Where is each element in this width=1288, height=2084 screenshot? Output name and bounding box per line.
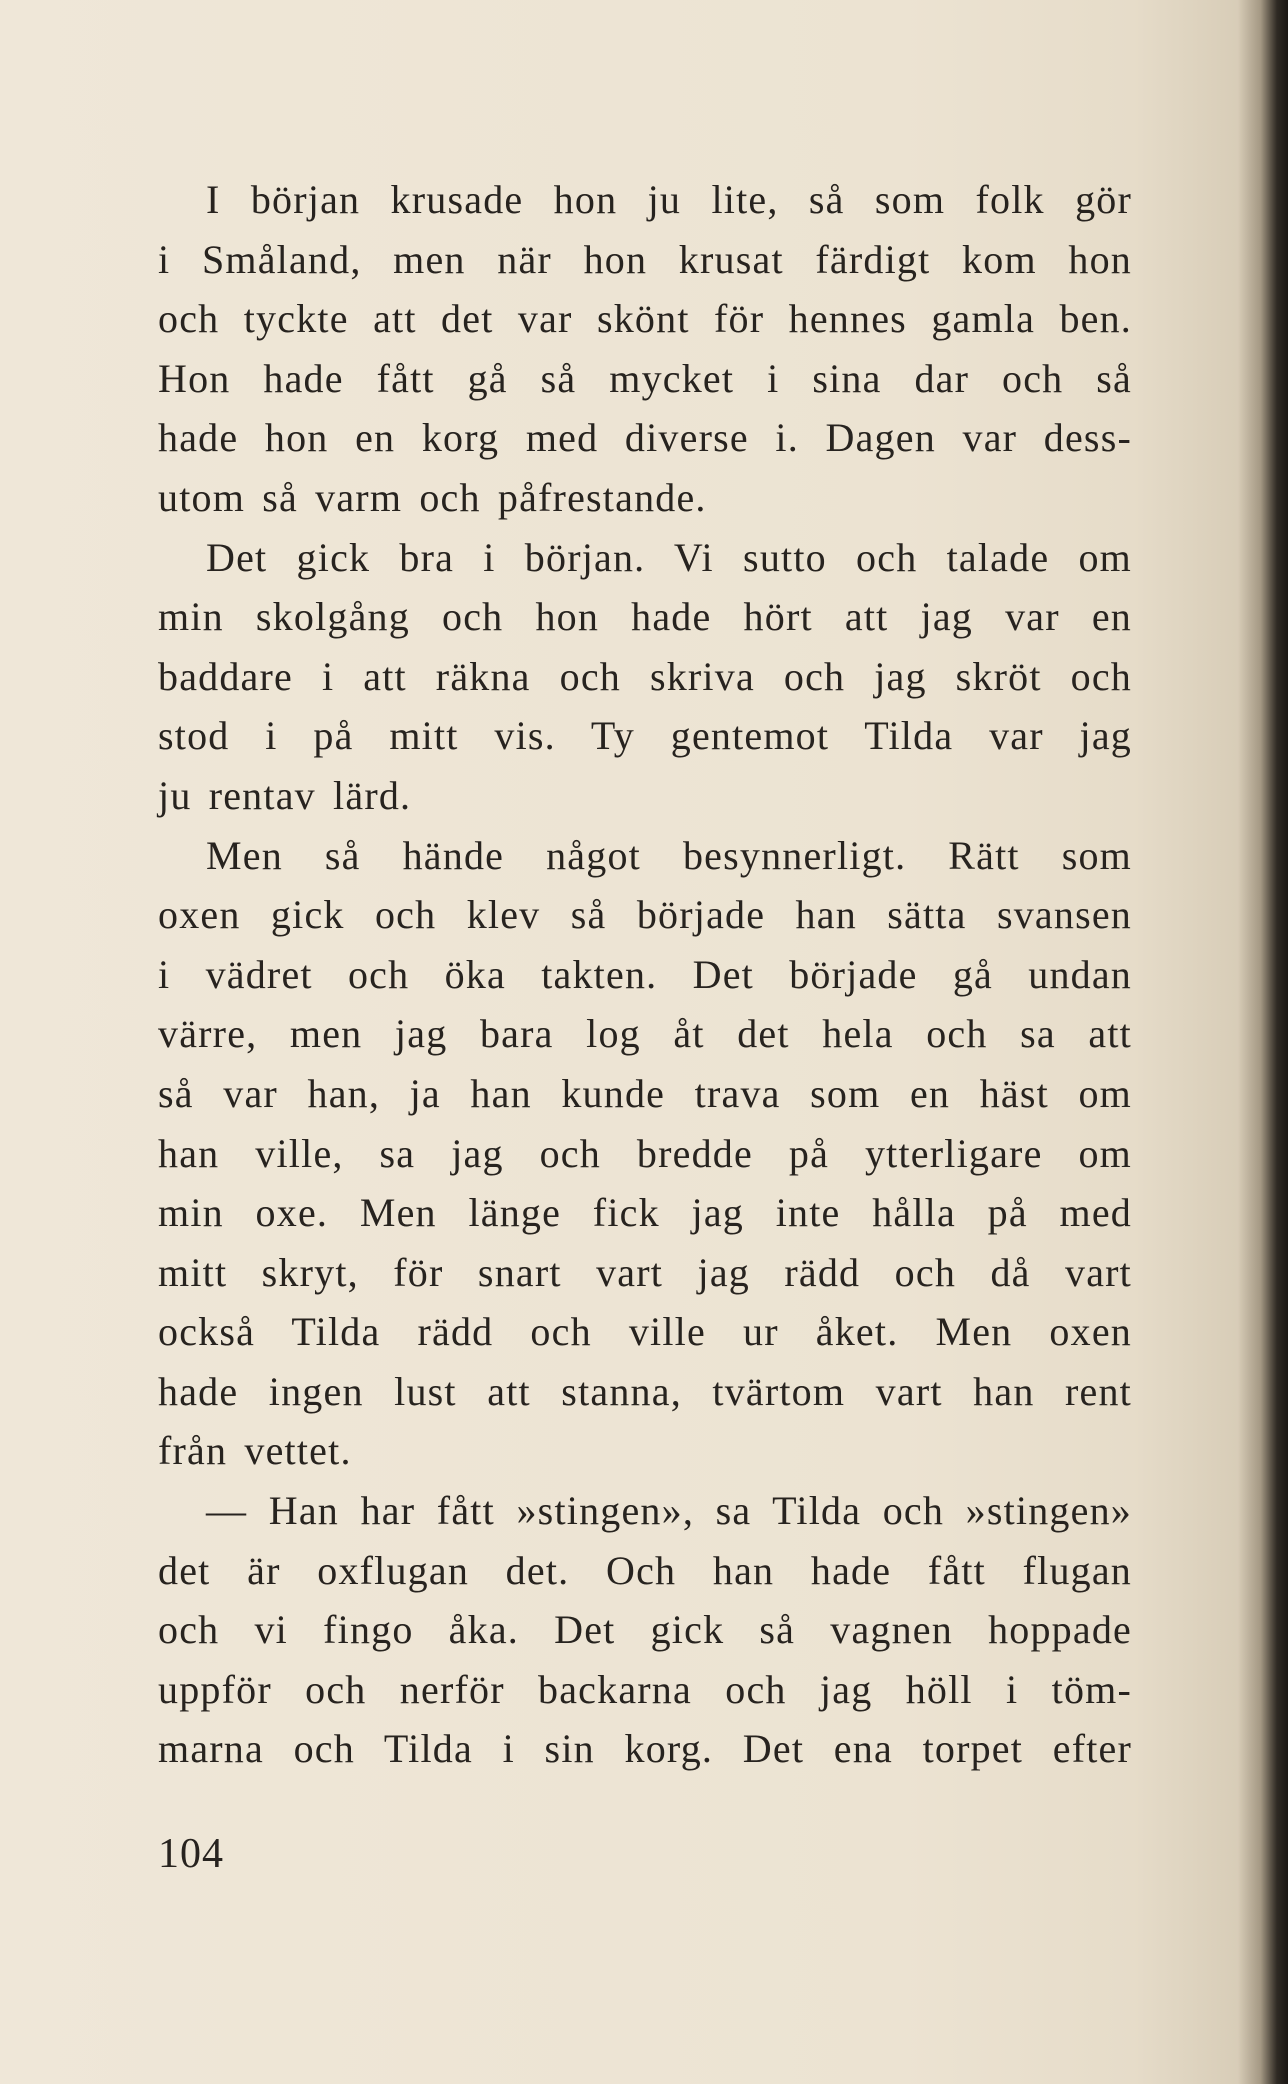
text-line: baddare i att räkna och skriva och jag skröt och	[158, 653, 1132, 699]
text-line: Hon hade fått gå så mycket i sina dar och så	[158, 355, 1132, 401]
text-line: och vi fingo åka. Det gick så vagnen hoppade	[158, 1607, 1132, 1653]
text-line: min oxe. Men länge fick jag inte hålla på med	[158, 1190, 1132, 1236]
text-line: oxen gick och klev så började han sätta svansen	[158, 892, 1132, 938]
text-line: — Han har fått »stingen», sa Tilda och »stingen»	[206, 1488, 1132, 1534]
text-line: så var han, ja han kunde trava som en häst om	[158, 1070, 1132, 1116]
text-line: stod i på mitt vis. Ty gentemot Tilda var jag	[158, 713, 1132, 759]
text-line: och tyckte att det var skönt för hennes gamla ben.	[158, 296, 1132, 342]
text-line: i vädret och öka takten. Det började gå undan	[158, 951, 1132, 997]
text-line: han ville, sa jag och bredde på ytterligare om	[158, 1130, 1132, 1176]
text-line: utom så varm och påfrestande.	[158, 474, 707, 520]
text-line: uppför och nerför backarna och jag höll i töm-	[158, 1666, 1132, 1712]
text-line: I början krusade hon ju lite, så som folk gör	[206, 177, 1132, 222]
book-spine-shadow	[1238, 0, 1288, 2084]
text-line: hade hon en korg med diverse i. Dagen var dess-	[158, 415, 1132, 461]
text-line: också Tilda rädd och ville ur åket. Men oxen	[158, 1309, 1132, 1355]
text-line: hade ingen lust att stanna, tvärtom vart han rent	[158, 1368, 1132, 1414]
text-line: Men så hände något besynnerligt. Rätt som	[206, 832, 1132, 878]
text-line: det är oxflugan det. Och han hade fått flugan	[158, 1547, 1132, 1593]
text-line: i Småland, men när hon krusat färdigt kom hon	[158, 236, 1132, 282]
text-line: Det gick bra i början. Vi sutto och talade om	[206, 534, 1132, 580]
text-line: min skolgång och hon hade hört att jag var en	[158, 594, 1132, 640]
page-number: 104	[158, 1831, 224, 1877]
text-line: marna och Tilda i sin korg. Det ena torpet efter	[158, 1726, 1132, 1772]
text-line: ju rentav lärd.	[158, 772, 412, 818]
body-text	[158, 170, 1132, 1779]
text-line: mitt skryt, för snart vart jag rädd och då vart	[158, 1249, 1132, 1295]
text-line: från vettet.	[158, 1428, 352, 1474]
text-line: värre, men jag bara log åt det hela och sa att	[158, 1011, 1132, 1057]
